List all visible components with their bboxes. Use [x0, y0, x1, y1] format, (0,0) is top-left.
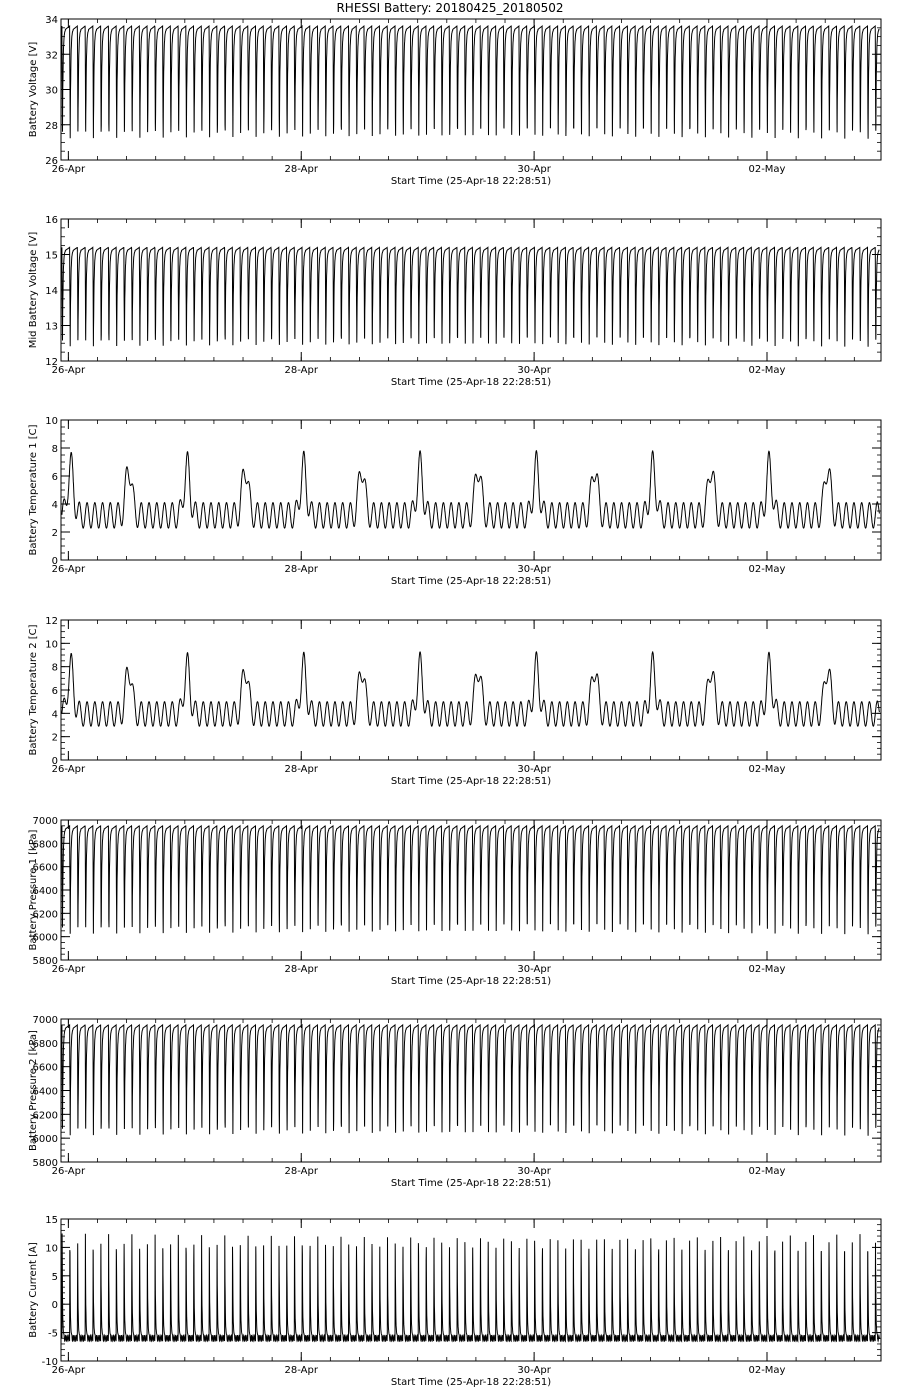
x-tick-label: 30-Apr — [517, 164, 551, 175]
x-tick-label: 30-Apr — [517, 764, 551, 775]
x-tick-label: 28-Apr — [284, 564, 318, 575]
x-tick-label: 26-Apr — [51, 164, 86, 175]
y-tick-label: 6600 — [32, 862, 58, 874]
y-tick-label: 5800 — [32, 956, 58, 967]
y-tick-label: 34 — [45, 15, 58, 26]
y-tick-label: -5 — [48, 1328, 58, 1340]
y-tick-label: 12 — [45, 357, 58, 368]
y-tick-label: 4 — [51, 709, 58, 721]
x-axis-label: Start Time (25-Apr-18 22:28:51) — [390, 1178, 552, 1189]
x-tick-label: 28-Apr — [284, 1166, 318, 1177]
x-axis-label: Start Time (25-Apr-18 22:28:51) — [390, 976, 552, 987]
x-tick-label: 02-May — [748, 164, 786, 175]
series-line — [62, 652, 880, 726]
y-axis-label: Mid Battery Voltage [V] — [28, 231, 39, 349]
y-tick-label: -10 — [41, 1357, 58, 1368]
x-tick-label: 26-Apr — [51, 1166, 86, 1177]
y-tick-label: 0 — [51, 556, 58, 567]
x-tick-label: 02-May — [748, 1365, 786, 1376]
y-tick-label: 7000 — [32, 816, 58, 827]
y-axis-label: Battery Temperature 2 [C] — [28, 624, 39, 756]
y-tick-label: 6400 — [32, 1086, 58, 1098]
x-tick-label: 02-May — [748, 564, 786, 575]
x-tick-label: 28-Apr — [284, 164, 318, 175]
y-tick-label: 6 — [51, 472, 58, 483]
x-tick-label: 26-Apr — [51, 564, 86, 575]
y-tick-label: 30 — [45, 85, 58, 97]
x-tick-label: 02-May — [748, 1166, 786, 1177]
y-axis-label: Battery Pressure 1 [kPa] — [28, 829, 39, 951]
x-tick-label: 26-Apr — [51, 764, 86, 775]
y-tick-label: 6800 — [32, 1038, 58, 1050]
y-tick-label: 7000 — [32, 1015, 58, 1026]
y-tick-label: 26 — [45, 156, 58, 167]
plot-frame — [61, 620, 881, 760]
y-tick-label: 6000 — [32, 1134, 58, 1146]
y-tick-label: 10 — [45, 639, 58, 651]
series-line — [62, 26, 880, 139]
y-tick-label: 6400 — [32, 886, 58, 897]
y-tick-label: 8 — [51, 662, 58, 674]
y-tick-label: 10 — [45, 1243, 58, 1255]
x-axis-label: Start Time (25-Apr-18 22:28:51) — [390, 377, 552, 388]
series-line — [62, 826, 880, 935]
y-tick-label: 32 — [45, 50, 58, 62]
y-axis-label: Battery Temperature 1 [C] — [28, 424, 39, 556]
y-tick-label: 2 — [51, 732, 58, 744]
y-tick-label: 4 — [51, 500, 58, 511]
y-tick-label: 13 — [45, 321, 58, 333]
y-tick-label: 15 — [45, 1215, 58, 1226]
y-tick-label: 5800 — [32, 1158, 58, 1169]
x-tick-label: 28-Apr — [284, 964, 318, 975]
x-tick-label: 30-Apr — [517, 964, 551, 975]
plot-frame — [61, 19, 881, 160]
y-tick-label: 10 — [45, 416, 58, 427]
x-tick-label: 28-Apr — [284, 764, 318, 775]
x-tick-label: 02-May — [748, 365, 786, 376]
x-tick-label: 30-Apr — [517, 1365, 551, 1376]
plot-frame — [61, 820, 881, 960]
series-line — [62, 451, 880, 528]
x-tick-label: 28-Apr — [284, 1365, 318, 1376]
x-tick-label: 02-May — [748, 964, 786, 975]
y-tick-label: 6800 — [32, 839, 58, 851]
y-tick-label: 5 — [51, 1271, 58, 1283]
y-tick-label: 28 — [45, 120, 58, 132]
plot-frame — [61, 1019, 881, 1162]
series-line — [62, 1025, 880, 1136]
x-tick-label: 26-Apr — [51, 964, 86, 975]
series-line — [62, 1234, 880, 1342]
x-axis-label: Start Time (25-Apr-18 22:28:51) — [390, 576, 552, 587]
y-axis-label: Battery Current [A] — [28, 1242, 39, 1338]
x-tick-label: 30-Apr — [517, 1166, 551, 1177]
x-axis-label: Start Time (25-Apr-18 22:28:51) — [390, 176, 552, 187]
x-tick-label: 26-Apr — [51, 1365, 86, 1376]
x-tick-label: 30-Apr — [517, 564, 551, 575]
y-tick-label: 0 — [51, 756, 58, 767]
y-tick-label: 15 — [45, 250, 58, 262]
y-tick-label: 12 — [45, 616, 58, 627]
y-axis-label: Battery Voltage [V] — [28, 41, 39, 138]
y-axis-label: Battery Pressure 2 [kPa] — [28, 1030, 39, 1151]
y-tick-label: 2 — [51, 528, 58, 539]
x-tick-label: 30-Apr — [517, 365, 551, 376]
chart-title: RHESSI Battery: 20180425_20180502 — [336, 1, 564, 15]
plot-frame — [61, 219, 881, 361]
x-tick-label: 02-May — [748, 764, 786, 775]
plot-frame — [61, 420, 881, 560]
x-tick-label: 26-Apr — [51, 365, 86, 376]
y-tick-label: 6200 — [32, 1110, 58, 1122]
x-tick-label: 28-Apr — [284, 365, 318, 376]
y-tick-label: 6 — [51, 686, 58, 697]
x-axis-label: Start Time (25-Apr-18 22:28:51) — [390, 1377, 552, 1388]
x-axis-label: Start Time (25-Apr-18 22:28:51) — [390, 776, 552, 787]
y-tick-label: 6600 — [32, 1062, 58, 1074]
y-tick-label: 16 — [45, 215, 58, 226]
series-line — [62, 247, 880, 346]
y-tick-label: 6000 — [32, 932, 58, 944]
y-tick-label: 6200 — [32, 909, 58, 921]
y-tick-label: 0 — [51, 1300, 58, 1312]
y-tick-label: 14 — [45, 286, 58, 297]
y-tick-label: 8 — [51, 444, 58, 455]
